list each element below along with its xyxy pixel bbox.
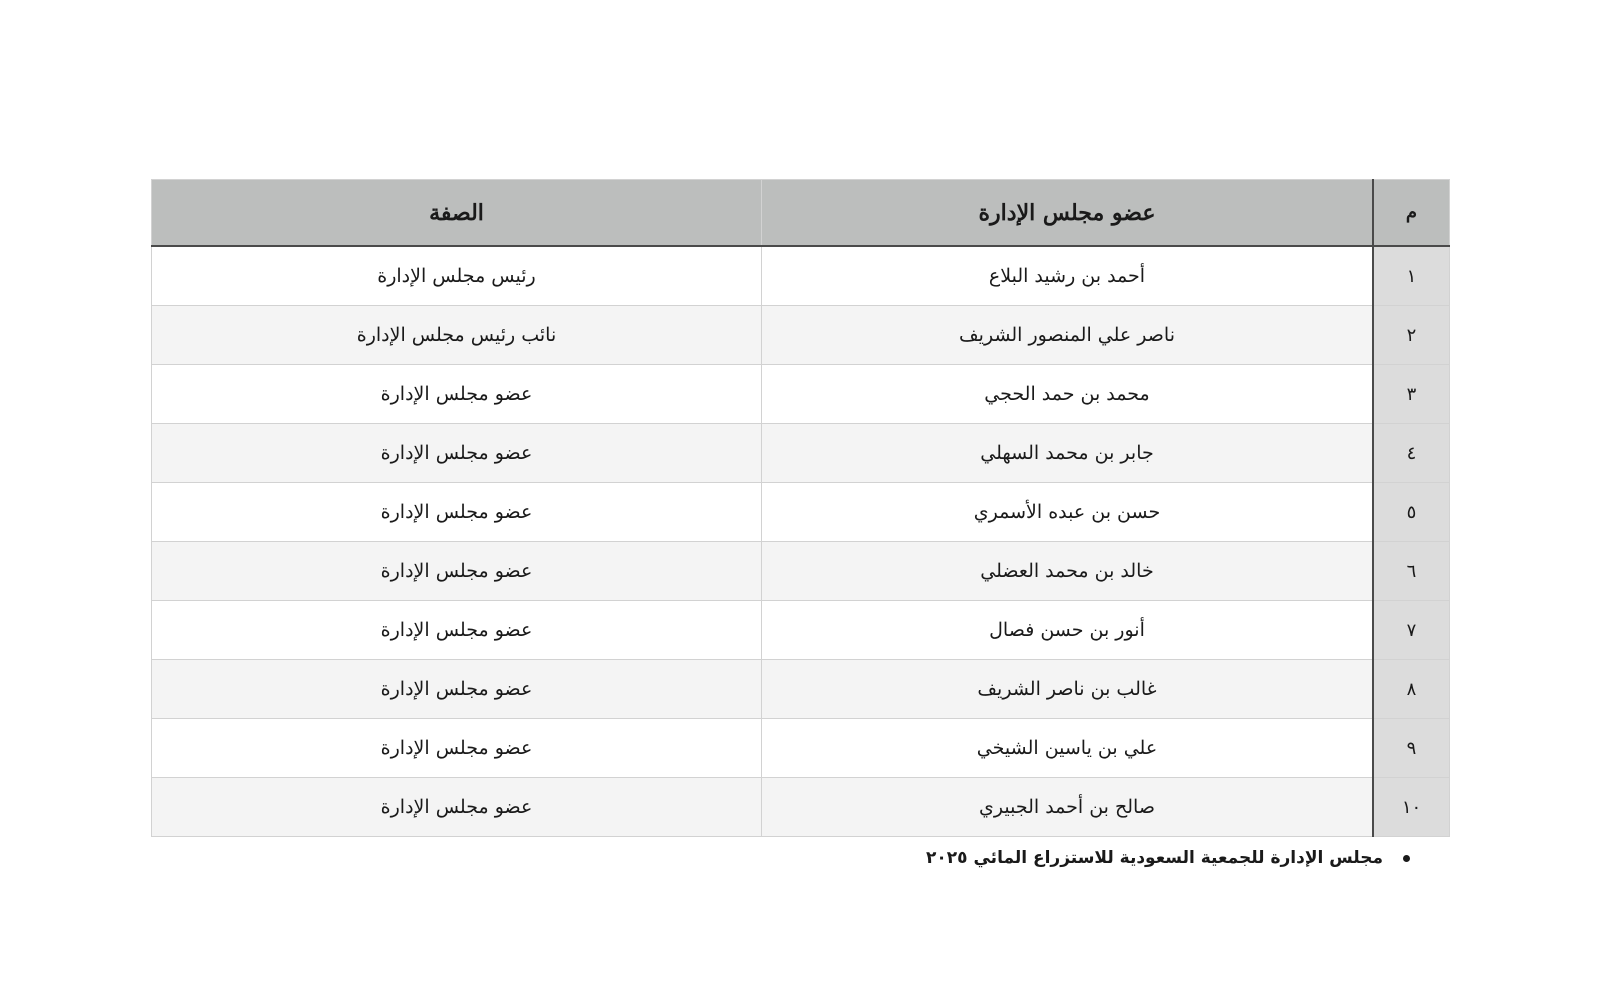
row-role: عضو مجلس الإدارة [152, 778, 762, 837]
row-number: ٦ [1373, 542, 1450, 601]
row-role: عضو مجلس الإدارة [152, 483, 762, 542]
row-role: عضو مجلس الإدارة [152, 365, 762, 424]
row-number: ٢ [1373, 306, 1450, 365]
row-number: ١٠ [1373, 778, 1450, 837]
row-number: ١ [1373, 246, 1450, 306]
table-caption [926, 848, 1410, 868]
row-number: ٩ [1373, 719, 1450, 778]
row-member-name: محمد بن حمد الحجي [762, 365, 1374, 424]
table-row [152, 542, 1450, 601]
table-row [152, 483, 1450, 542]
row-role: عضو مجلس الإدارة [152, 542, 762, 601]
row-member-name: حسن بن عبده الأسمري [762, 483, 1374, 542]
table-row [152, 778, 1450, 837]
bullet-icon [1403, 855, 1410, 862]
table-row [152, 424, 1450, 483]
row-member-name: خالد بن محمد العضلي [762, 542, 1374, 601]
row-role: عضو مجلس الإدارة [152, 424, 762, 483]
row-role: رئيس مجلس الإدارة [152, 246, 762, 306]
row-member-name: أحمد بن رشيد البلاع [762, 246, 1374, 306]
table-header-row [152, 180, 1450, 247]
row-number: ٥ [1373, 483, 1450, 542]
table-row [152, 660, 1450, 719]
row-number: ٤ [1373, 424, 1450, 483]
row-role: عضو مجلس الإدارة [152, 719, 762, 778]
table-row [152, 365, 1450, 424]
row-member-name: غالب بن ناصر الشريف [762, 660, 1374, 719]
header-role: الصفة [152, 180, 762, 247]
row-member-name: صالح بن أحمد الجبيري [762, 778, 1374, 837]
table-row [152, 601, 1450, 660]
table-row [152, 306, 1450, 365]
header-member: عضو مجلس الإدارة [762, 180, 1374, 247]
row-role: عضو مجلس الإدارة [152, 601, 762, 660]
header-number: م [1373, 180, 1450, 247]
row-number: ٧ [1373, 601, 1450, 660]
table-row [152, 719, 1450, 778]
row-number: ٣ [1373, 365, 1450, 424]
row-member-name: علي بن ياسين الشيخي [762, 719, 1374, 778]
board-members-table [151, 179, 1450, 837]
row-member-name: أنور بن حسن فصال [762, 601, 1374, 660]
row-role: عضو مجلس الإدارة [152, 660, 762, 719]
row-member-name: ناصر علي المنصور الشريف [762, 306, 1374, 365]
row-role: نائب رئيس مجلس الإدارة [152, 306, 762, 365]
row-member-name: جابر بن محمد السهلي [762, 424, 1374, 483]
caption-text: مجلس الإدارة للجمعية السعودية للاستزراع المائي ٢٠٢٥ [926, 848, 1383, 868]
row-number: ٨ [1373, 660, 1450, 719]
table-row [152, 246, 1450, 306]
